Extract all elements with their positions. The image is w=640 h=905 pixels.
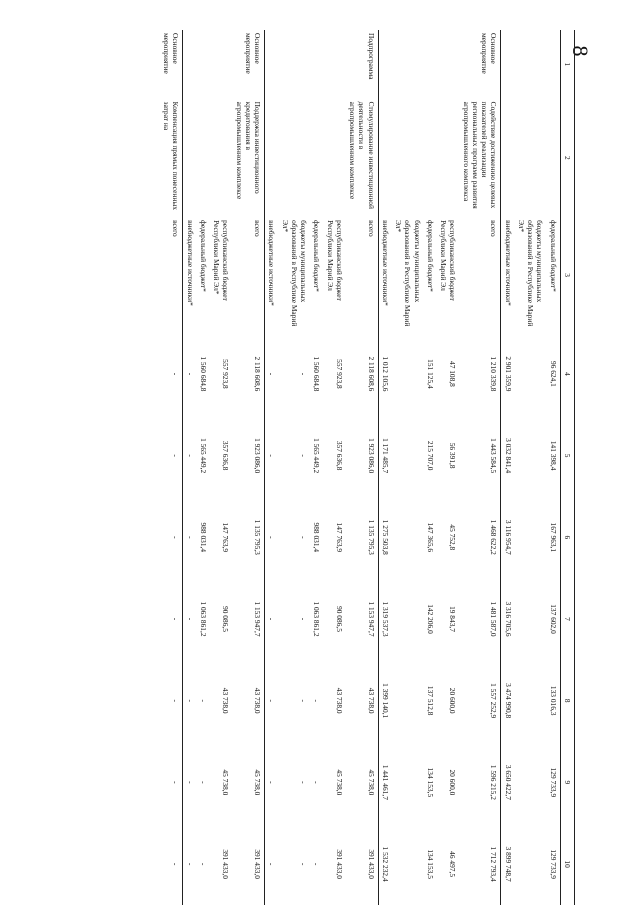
table-row bbox=[265, 30, 279, 905]
value-cell: 357 636,8 bbox=[335, 440, 344, 471]
row-type-cell bbox=[310, 30, 323, 99]
value-cell: 1 443 584,5 bbox=[460, 415, 502, 497]
value-cell: - bbox=[199, 699, 208, 702]
value-cell: - bbox=[199, 862, 208, 866]
value-cell: 215 707,0 bbox=[426, 440, 435, 471]
value-cell: - bbox=[185, 372, 195, 376]
row-name-cell bbox=[279, 99, 311, 217]
value-cell: 1 596 215,2 bbox=[460, 742, 502, 824]
value-cell bbox=[392, 660, 424, 742]
value-cell: 141 398,4 bbox=[548, 440, 558, 471]
value-cell: - bbox=[185, 862, 195, 866]
value-cell: 3 899 748,7 bbox=[503, 846, 513, 882]
value-cell: - bbox=[185, 617, 195, 621]
value-cell: 1 560 684,8 bbox=[312, 356, 322, 392]
value-cell: 1 923 086,0 bbox=[346, 415, 378, 497]
value-cell: 45 752,8 bbox=[448, 524, 458, 551]
value-cell: 1 012 105,6 bbox=[381, 356, 390, 392]
value-cell: 1 210 339,8 bbox=[460, 333, 502, 415]
row-type-cell bbox=[183, 30, 197, 99]
value-cell: 142 206,0 bbox=[426, 604, 435, 634]
value-cell: 1 481 587,0 bbox=[460, 578, 502, 660]
row-type-cell bbox=[437, 30, 460, 99]
row-source-cell: федеральный бюджет* bbox=[312, 220, 322, 292]
row-name-cell bbox=[183, 99, 197, 217]
value-cell: 3 474 990,8 bbox=[503, 683, 513, 719]
row-type-cell bbox=[501, 30, 515, 99]
value-cell: 47 108,8 bbox=[448, 361, 458, 387]
row-source-cell: всего bbox=[160, 217, 183, 333]
value-cell bbox=[392, 415, 424, 497]
value-cell: 1 275 503,8 bbox=[381, 519, 390, 555]
value-cell: - bbox=[160, 742, 183, 824]
row-name-cell: Компенсация прямых понесенных затрат на bbox=[160, 99, 183, 217]
table-row bbox=[392, 30, 424, 905]
value-cell: - bbox=[299, 699, 309, 702]
value-cell: - bbox=[160, 660, 183, 742]
row-type-cell bbox=[197, 30, 210, 99]
table-row bbox=[310, 30, 323, 905]
value-cell: 137 512,8 bbox=[426, 685, 435, 716]
value-cell: 45 738,0 bbox=[233, 742, 265, 824]
header-cell: 2 bbox=[560, 99, 574, 217]
value-cell: 1 468 622,2 bbox=[460, 496, 502, 578]
row-name-cell bbox=[210, 99, 233, 217]
row-name-cell bbox=[324, 99, 347, 217]
value-cell bbox=[515, 823, 547, 905]
row-name-cell: Содействие достижению целевых показателей реализации региональных программ развития агропромышленного комплекса bbox=[460, 99, 502, 217]
row-source-cell: федеральный бюджет* bbox=[426, 220, 435, 292]
rotated-table-container bbox=[95, 30, 575, 905]
value-cell: 43 738,0 bbox=[233, 660, 265, 742]
value-cell bbox=[515, 742, 547, 824]
value-cell: 2 118 608,6 bbox=[233, 333, 265, 415]
row-source-cell: внебюджетные источники* bbox=[267, 220, 277, 306]
value-cell: - bbox=[299, 536, 309, 539]
table-body bbox=[160, 30, 560, 905]
row-name-cell bbox=[197, 99, 210, 217]
row-source-cell: федеральный бюджет* bbox=[548, 220, 558, 292]
value-cell: 391 433,0 bbox=[233, 823, 265, 905]
value-cell: 391 433,0 bbox=[221, 849, 231, 879]
value-cell bbox=[392, 578, 424, 660]
row-type-cell: Основное мероприятие bbox=[160, 30, 183, 99]
value-cell: 1 135 795,3 bbox=[346, 496, 378, 578]
row-source-cell: внебюджетные источники* bbox=[503, 220, 513, 306]
header-cell: 6 bbox=[560, 496, 574, 578]
value-cell bbox=[515, 496, 547, 578]
value-cell bbox=[392, 496, 424, 578]
value-cell: - bbox=[160, 496, 183, 578]
value-cell: 147 763,9 bbox=[335, 522, 344, 553]
value-cell: 45 738,0 bbox=[221, 769, 231, 796]
table-row bbox=[424, 30, 437, 905]
row-type-cell bbox=[378, 30, 392, 99]
value-cell: 43 738,0 bbox=[335, 687, 344, 714]
value-cell: - bbox=[299, 781, 309, 784]
value-cell: - bbox=[299, 454, 309, 457]
value-cell: 1 319 537,3 bbox=[381, 601, 390, 637]
table-row bbox=[324, 30, 347, 905]
row-name-cell bbox=[392, 99, 424, 217]
value-cell: - bbox=[185, 536, 195, 539]
value-cell: - bbox=[160, 578, 183, 660]
value-cell: 20 600,0 bbox=[448, 769, 458, 796]
value-cell: 3 650 422,7 bbox=[503, 764, 513, 800]
value-cell bbox=[515, 578, 547, 660]
value-cell: - bbox=[267, 536, 277, 539]
row-source-cell: всего bbox=[233, 217, 265, 333]
row-source-cell: внебюджетные источники* bbox=[185, 220, 195, 306]
row-type-cell bbox=[515, 30, 547, 99]
table-row bbox=[378, 30, 392, 905]
value-cell: 20 600,0 bbox=[448, 687, 458, 714]
row-type-cell bbox=[265, 30, 279, 99]
header-cell: 8 bbox=[560, 660, 574, 742]
value-cell: - bbox=[267, 454, 277, 457]
value-cell: - bbox=[299, 372, 309, 376]
value-cell: 134 153,5 bbox=[426, 767, 435, 798]
table-row bbox=[210, 30, 233, 905]
value-cell: 988 031,4 bbox=[312, 522, 322, 553]
value-cell: 3 116 954,7 bbox=[503, 519, 513, 555]
value-cell bbox=[515, 333, 547, 415]
value-cell: - bbox=[160, 415, 183, 497]
value-cell: - bbox=[267, 372, 277, 376]
value-cell: 133 016,3 bbox=[548, 685, 558, 716]
value-cell: - bbox=[299, 617, 309, 621]
row-type-cell bbox=[424, 30, 437, 99]
value-cell bbox=[392, 742, 424, 824]
row-name-cell bbox=[547, 99, 561, 217]
row-source-cell: республиканский бюджет Республики Марий Эл bbox=[325, 220, 344, 301]
header-cell: 1 bbox=[560, 30, 574, 99]
row-name-cell bbox=[501, 99, 515, 217]
value-cell: 167 963,1 bbox=[548, 522, 558, 553]
header-cell: 4 bbox=[560, 333, 574, 415]
value-cell: - bbox=[185, 699, 195, 702]
table-row bbox=[197, 30, 210, 905]
row-source-cell: бюджеты муниципальных образований в Республике Марий Эл* bbox=[517, 220, 545, 327]
value-cell: 391 433,0 bbox=[346, 823, 378, 905]
value-cell: - bbox=[267, 617, 277, 621]
value-cell: 1 712 793,4 bbox=[460, 823, 502, 905]
page-number: 8 bbox=[568, 45, 593, 57]
header-cell: 3 bbox=[560, 217, 574, 333]
header-cell: 9 bbox=[560, 742, 574, 824]
value-cell: 1 135 795,3 bbox=[233, 496, 265, 578]
row-name-cell: Поддержка инвестиционного кредитования в агропромышленном комплексе bbox=[233, 99, 265, 217]
row-type-cell bbox=[279, 30, 311, 99]
value-cell: - bbox=[312, 862, 322, 866]
value-cell: 2 118 608,6 bbox=[346, 333, 378, 415]
value-cell: 45 738,0 bbox=[346, 742, 378, 824]
value-cell: 3 032 841,4 bbox=[503, 438, 513, 474]
row-type-cell: Основное мероприятие bbox=[233, 30, 265, 99]
header-cell: 7 bbox=[560, 578, 574, 660]
table-row bbox=[233, 30, 265, 905]
value-cell: 1 560 684,8 bbox=[199, 356, 208, 392]
value-cell: 19 843,7 bbox=[448, 606, 458, 632]
row-name-cell bbox=[265, 99, 279, 217]
row-type-cell: Основное мероприятие bbox=[460, 30, 502, 99]
table-header-row bbox=[560, 30, 574, 905]
row-name-cell: Стимулирование инвестиционной деятельности в агропромышленном комплексе bbox=[346, 99, 378, 217]
value-cell: - bbox=[299, 862, 309, 866]
row-name-cell bbox=[437, 99, 460, 217]
value-cell bbox=[515, 660, 547, 742]
table-row bbox=[515, 30, 547, 905]
value-cell: 90 086,5 bbox=[335, 606, 344, 632]
value-cell: 988 031,4 bbox=[199, 522, 208, 553]
table-row bbox=[437, 30, 460, 905]
row-name-cell bbox=[515, 99, 547, 217]
value-cell: 391 433,0 bbox=[335, 849, 344, 879]
value-cell: - bbox=[312, 781, 322, 784]
value-cell: 1 171 485,7 bbox=[381, 438, 390, 474]
value-cell: - bbox=[199, 781, 208, 784]
value-cell: 1 063 861,2 bbox=[312, 601, 322, 637]
header-cell: 10 bbox=[560, 823, 574, 905]
table-row bbox=[279, 30, 311, 905]
value-cell: - bbox=[160, 823, 183, 905]
value-cell: 137 602,0 bbox=[548, 604, 558, 634]
row-source-cell: всего bbox=[346, 217, 378, 333]
value-cell: 357 636,8 bbox=[221, 440, 231, 471]
table-row bbox=[501, 30, 515, 905]
value-cell: - bbox=[267, 862, 277, 866]
value-cell: 3 316 705,6 bbox=[503, 601, 513, 637]
row-source-cell: бюджеты муниципальных образований в Республике Марий Эл* bbox=[280, 220, 309, 327]
value-cell: - bbox=[160, 333, 183, 415]
value-cell: 43 738,0 bbox=[346, 660, 378, 742]
value-cell: 557 923,8 bbox=[221, 359, 231, 389]
table-row bbox=[183, 30, 197, 905]
value-cell: 43 738,0 bbox=[221, 687, 231, 714]
value-cell: - bbox=[185, 781, 195, 784]
value-cell: 557 923,8 bbox=[335, 359, 344, 389]
row-type-cell bbox=[392, 30, 424, 99]
row-name-cell bbox=[424, 99, 437, 217]
value-cell bbox=[392, 333, 424, 415]
value-cell: 1 399 140,1 bbox=[381, 683, 390, 719]
value-cell: 1 565 449,2 bbox=[312, 438, 322, 474]
value-cell: 1 441 461,7 bbox=[381, 764, 390, 800]
budget-table bbox=[160, 30, 575, 905]
row-source-cell: внебюджетные источники* bbox=[381, 220, 390, 306]
value-cell: 90 086,5 bbox=[221, 606, 231, 632]
row-source-cell: федеральный бюджет* bbox=[199, 220, 208, 292]
value-cell: 46 497,5 bbox=[448, 851, 458, 878]
row-name-cell bbox=[310, 99, 323, 217]
value-cell: 1 923 086,0 bbox=[233, 415, 265, 497]
value-cell bbox=[515, 415, 547, 497]
row-source-cell: бюджеты муниципальных образований в Республике Марий Эл* bbox=[394, 220, 422, 327]
table-row bbox=[160, 30, 183, 905]
value-cell: 1 063 861,2 bbox=[199, 601, 208, 637]
row-source-cell: всего bbox=[460, 217, 502, 333]
value-cell: 129 733,9 bbox=[548, 849, 558, 879]
value-cell: 134 153,5 bbox=[426, 849, 435, 879]
value-cell: 129 733,9 bbox=[548, 767, 558, 798]
value-cell: 147 763,9 bbox=[221, 522, 231, 553]
row-source-cell: республиканский бюджет Республики Марий Эл* bbox=[212, 220, 231, 301]
value-cell: - bbox=[267, 699, 277, 702]
value-cell: 1 153 947,7 bbox=[346, 578, 378, 660]
value-cell: 147 365,6 bbox=[426, 522, 435, 553]
table-row bbox=[346, 30, 378, 905]
value-cell: 45 738,0 bbox=[335, 769, 344, 796]
value-cell: 1 565 449,2 bbox=[199, 438, 208, 474]
row-type-cell bbox=[324, 30, 347, 99]
value-cell: 1 532 232,4 bbox=[381, 846, 390, 882]
value-cell: 1 557 252,9 bbox=[460, 660, 502, 742]
value-cell: - bbox=[185, 454, 195, 457]
value-cell: - bbox=[312, 699, 322, 702]
table-row bbox=[460, 30, 502, 905]
row-type-cell bbox=[210, 30, 233, 99]
value-cell: - bbox=[267, 781, 277, 784]
value-cell bbox=[392, 823, 424, 905]
value-cell: 151 125,4 bbox=[426, 359, 435, 389]
header-cell: 5 bbox=[560, 415, 574, 497]
row-type-cell bbox=[547, 30, 561, 99]
row-source-cell: республиканский бюджет Республики Марий Эл bbox=[439, 220, 458, 301]
value-cell: 2 901 359,9 bbox=[503, 356, 513, 392]
row-name-cell bbox=[378, 99, 392, 217]
value-cell: 96 624,1 bbox=[548, 361, 558, 387]
row-type-cell: Подпрограмма bbox=[346, 30, 378, 99]
table-row bbox=[547, 30, 561, 905]
value-cell: 56 391,8 bbox=[448, 442, 458, 469]
value-cell: 1 153 947,7 bbox=[233, 578, 265, 660]
